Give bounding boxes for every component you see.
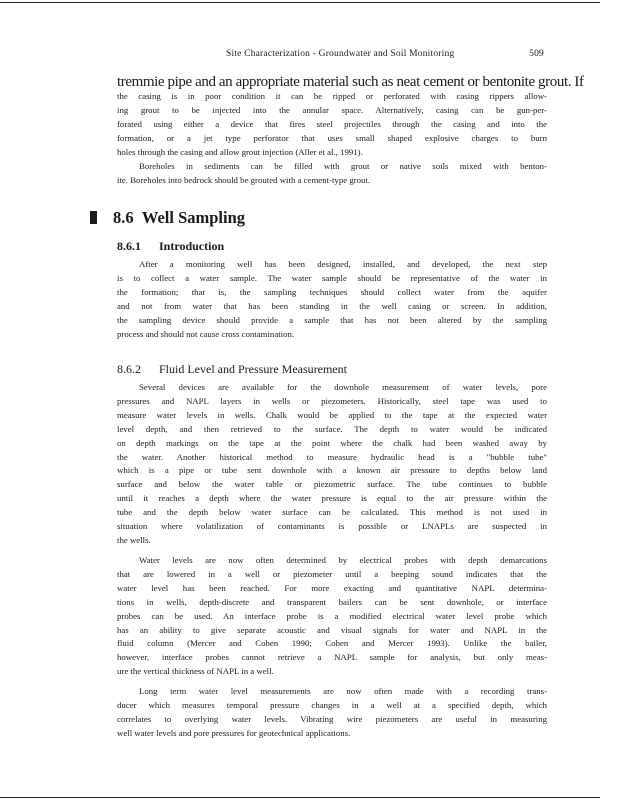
subsection-number: 8.6.2 <box>117 362 141 376</box>
text-line: holes through the casing and allow grout injection (Aller et al., 1991). <box>117 146 363 157</box>
borehole-paragraph-body <box>117 160 547 188</box>
text-line: Water levels are now often determined by electrical probes with depth demarcations <box>139 555 547 565</box>
section-number: 8.6 <box>113 208 134 227</box>
text-line: ite. Boreholes into bedrock should be grouted with a cement-type grout. <box>117 174 371 185</box>
text-line: ducer which measures temporal pressure changes in a well at a specified depth, which <box>117 699 547 710</box>
fluid-level-paragraph-2-body <box>117 554 547 679</box>
text-line: probes can be used. An interface probe is a modified electrical water level probe which <box>117 610 547 621</box>
text-line: Several devices are available for the downhole measurement of water levels, pore <box>139 382 547 392</box>
text-line: measure water levels in wells. Chalk would be applied to the tape at the expected water <box>117 409 547 420</box>
subsection-title: Fluid Level and Pressure Measurement <box>159 362 347 376</box>
section-heading <box>90 208 245 228</box>
running-title: Site Characterization - Groundwater and Soil Monitoring <box>226 49 455 59</box>
continued-first-line: tremmie pipe and an appropriate material such as neat cement or bentonite grout. If <box>117 74 584 90</box>
text-line: process and should not cause cross contamination. <box>117 328 295 339</box>
fluid-level-paragraph-2 <box>117 554 547 679</box>
bottom-rule <box>0 797 600 798</box>
text-line: is to collect a water sample. The water sample should be representative of the water in <box>117 272 547 283</box>
text-line: fluid column (Mercer and Cohen 1990; Cohen and Mercer 1993). Unlike the bailer, <box>117 638 547 649</box>
introduction-paragraph <box>117 258 547 341</box>
text-line: until it reaches a depth where the water pressure is equal to the air pressure within the <box>117 493 547 504</box>
fluid-level-paragraph-1 <box>117 381 547 548</box>
introduction-paragraph-body <box>117 258 547 341</box>
text-line: situation where volatilization of contaminants is possible or LNAPLs are suspected in <box>117 521 547 532</box>
top-rule <box>0 2 600 3</box>
text-line: the casing is in poor condition it can be ripped or perforated with casing rippers allow- <box>117 91 547 101</box>
text-line: has an ability to give separate acoustic and visual signals for water and NAPL in the <box>117 624 547 635</box>
text-line: correlates to overlying water levels. Vibrating wire piezometers are useful in measuring <box>117 713 547 724</box>
subsection-heading-introduction <box>117 239 224 254</box>
text-line: which is a pipe or tube sent downhole with a known air pressure to depths below land <box>117 465 547 476</box>
text-line: pressures and NAPL layers in wells or piezometers. Historically, steel tape was used to <box>117 395 547 406</box>
text-line: forated using either a device that fires steel projectiles through the casing and into the <box>117 118 547 129</box>
text-line: on depth markings on the tape at the point where the chalk had been washed away by <box>117 437 547 448</box>
text-line: ure the vertical thickness of NAPL in a well. <box>117 666 274 677</box>
text-line: ing grout to be injected into the annular space. Alternatively, casing can be gun-per- <box>117 104 547 115</box>
text-line: formation, or a jet type perforator that uses small shaped explosive charges to burn <box>117 132 547 143</box>
text-line: surface and below the water table or piezometric surface. The tube continues to bubble <box>117 479 547 490</box>
page-number: 509 <box>529 49 544 59</box>
text-line: tions in wells, depth-discrete and transparent bailers can be sent downhole, or interface <box>117 596 547 607</box>
fluid-level-paragraph-3-body <box>117 685 547 741</box>
text-line: however, interface probes cannot retrieve a NAPL sample for analysis, but only meas- <box>117 652 547 663</box>
section-title: Well Sampling <box>141 208 246 227</box>
text-line: well water levels and pore pressures for geotechnical applications. <box>117 727 351 738</box>
text-line: Long term water level measurements are now often made with a recording trans- <box>139 686 547 696</box>
fluid-level-paragraph-1-body <box>117 381 547 548</box>
text-line: and not from water that has been standing in the well casing or screen. In addition, <box>117 300 547 311</box>
text-line: that are lowered in a well or piezometer until a beeping sound indicates that the <box>117 568 547 579</box>
continued-paragraph-body <box>117 90 547 160</box>
subsection-title: Introduction <box>159 239 225 253</box>
text-line: the formation; that is, the sampling techniques should collect water from the aquifer <box>117 286 547 297</box>
text-line: After a monitoring well has been designed, installed, and developed, the next step <box>139 259 547 269</box>
fluid-level-paragraph-3 <box>117 685 547 741</box>
borehole-paragraph <box>117 160 547 188</box>
text-line: water level has been reached. For more exacting and quantitative NAPL determina- <box>117 582 547 593</box>
running-head <box>226 49 546 59</box>
text-line: Boreholes in sediments can be filled with grout or native soils mixed with benton- <box>139 161 547 171</box>
text-line: the water. Another historical method to measure hydraulic head is a "bubble tube" <box>117 451 547 462</box>
text-line: level depth, and then retrieved to the surface. The depth to water would be indicated <box>117 423 547 434</box>
section-marker-icon <box>90 211 97 224</box>
text-line: the sampling device should provide a sample that has not been altered by the sampling <box>117 314 547 325</box>
text-line: the wells. <box>117 534 151 545</box>
subsection-number: 8.6.1 <box>117 239 141 253</box>
subsection-heading-fluid-level <box>117 362 347 377</box>
continued-paragraph <box>117 90 547 160</box>
text-line: tube and the depth below water surface can be calculated. This method is not used in <box>117 507 547 518</box>
